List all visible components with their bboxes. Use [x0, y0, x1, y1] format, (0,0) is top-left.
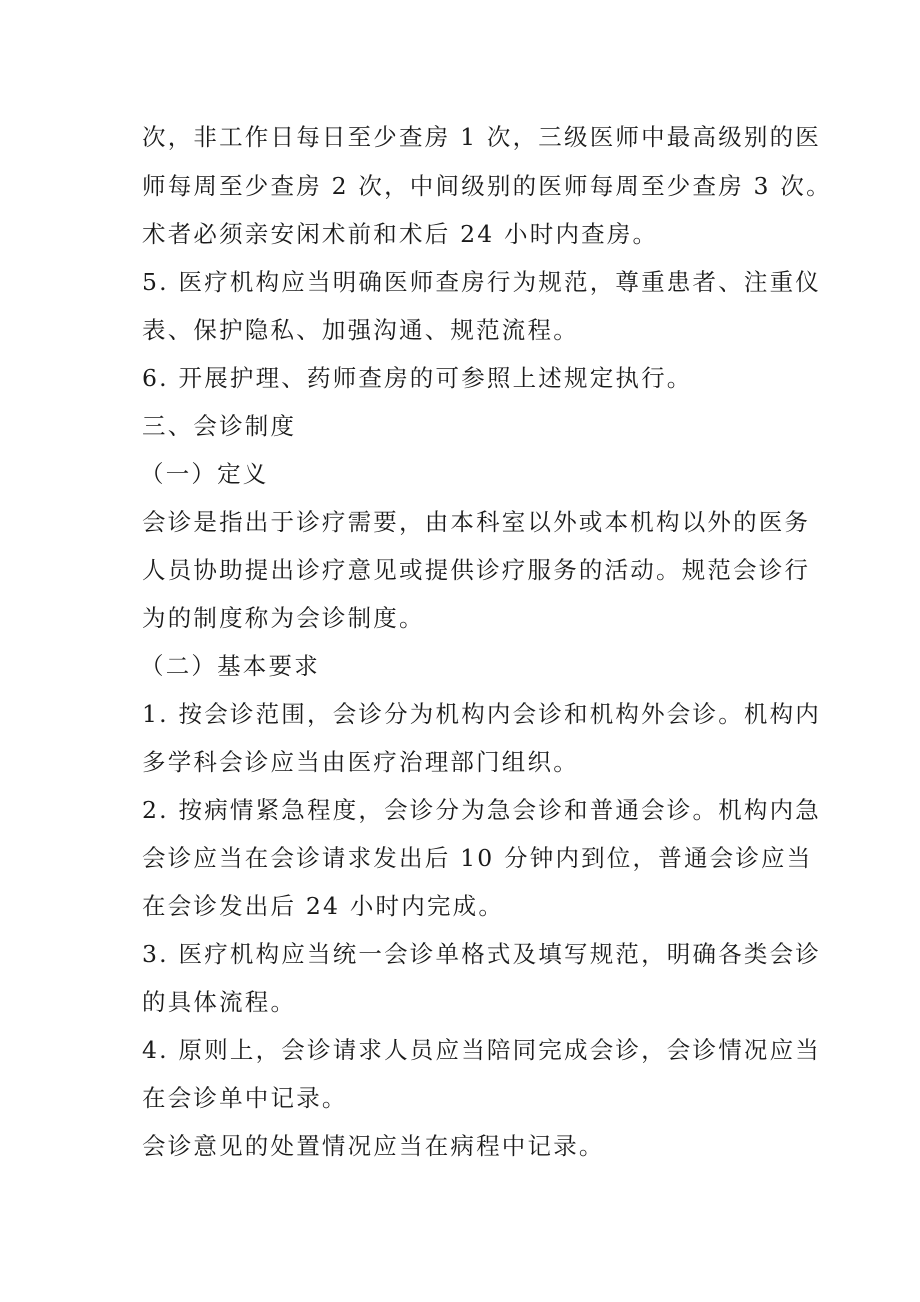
paragraph-line: 的具体流程。 — [142, 988, 297, 1016]
list-item: 5. 医疗机构应当明确医师查房行为规范，尊重患者、注重仪 — [142, 268, 821, 296]
paragraph-line: 师每周至少查房 2 次，中间级别的医师每周至少查房 3 次。 — [142, 172, 832, 200]
paragraph-line: 会诊应当在会诊请求发出后 10 分钟内到位，普通会诊应当 — [142, 844, 813, 872]
subsection-heading: （二）基本要求 — [140, 652, 320, 680]
paragraph-line: 表、保护隐私、加强沟通、规范流程。 — [142, 316, 579, 344]
paragraph-line: 多学科会诊应当由医疗治理部门组织。 — [142, 748, 579, 776]
paragraph-line: 会诊是指出于诊疗需要，由本科室以外或本机构以外的医务 — [142, 508, 811, 536]
paragraph-line: 在会诊单中记录。 — [142, 1084, 348, 1112]
section-heading: 三、会诊制度 — [142, 412, 297, 440]
list-item: 1. 按会诊范围，会诊分为机构内会诊和机构外会诊。机构内 — [142, 700, 821, 728]
list-item: 6. 开展护理、药师查房的可参照上述规定执行。 — [142, 364, 693, 392]
list-item: 2. 按病情紧急程度，会诊分为急会诊和普通会诊。机构内急 — [142, 796, 821, 824]
list-item: 3. 医疗机构应当统一会诊单格式及填写规范，明确各类会诊 — [142, 940, 821, 968]
paragraph-line: 在会诊发出后 24 小时内完成。 — [142, 892, 505, 920]
paragraph-line: 术者必须亲安闲术前和术后 24 小时内查房。 — [142, 220, 659, 248]
subsection-heading: （一）定义 — [140, 460, 269, 488]
paragraph-line: 会诊意见的处置情况应当在病程中记录。 — [142, 1132, 605, 1160]
paragraph-line: 人员协助提出诊疗意见或提供诊疗服务的活动。规范会诊行 — [142, 556, 811, 584]
paragraph-line: 次，非工作日每日至少查房 1 次，三级医师中最高级别的医 — [142, 123, 821, 151]
list-item: 4. 原则上，会诊请求人员应当陪同完成会诊，会诊情况应当 — [142, 1036, 821, 1064]
paragraph-line: 为的制度称为会诊制度。 — [142, 604, 425, 632]
